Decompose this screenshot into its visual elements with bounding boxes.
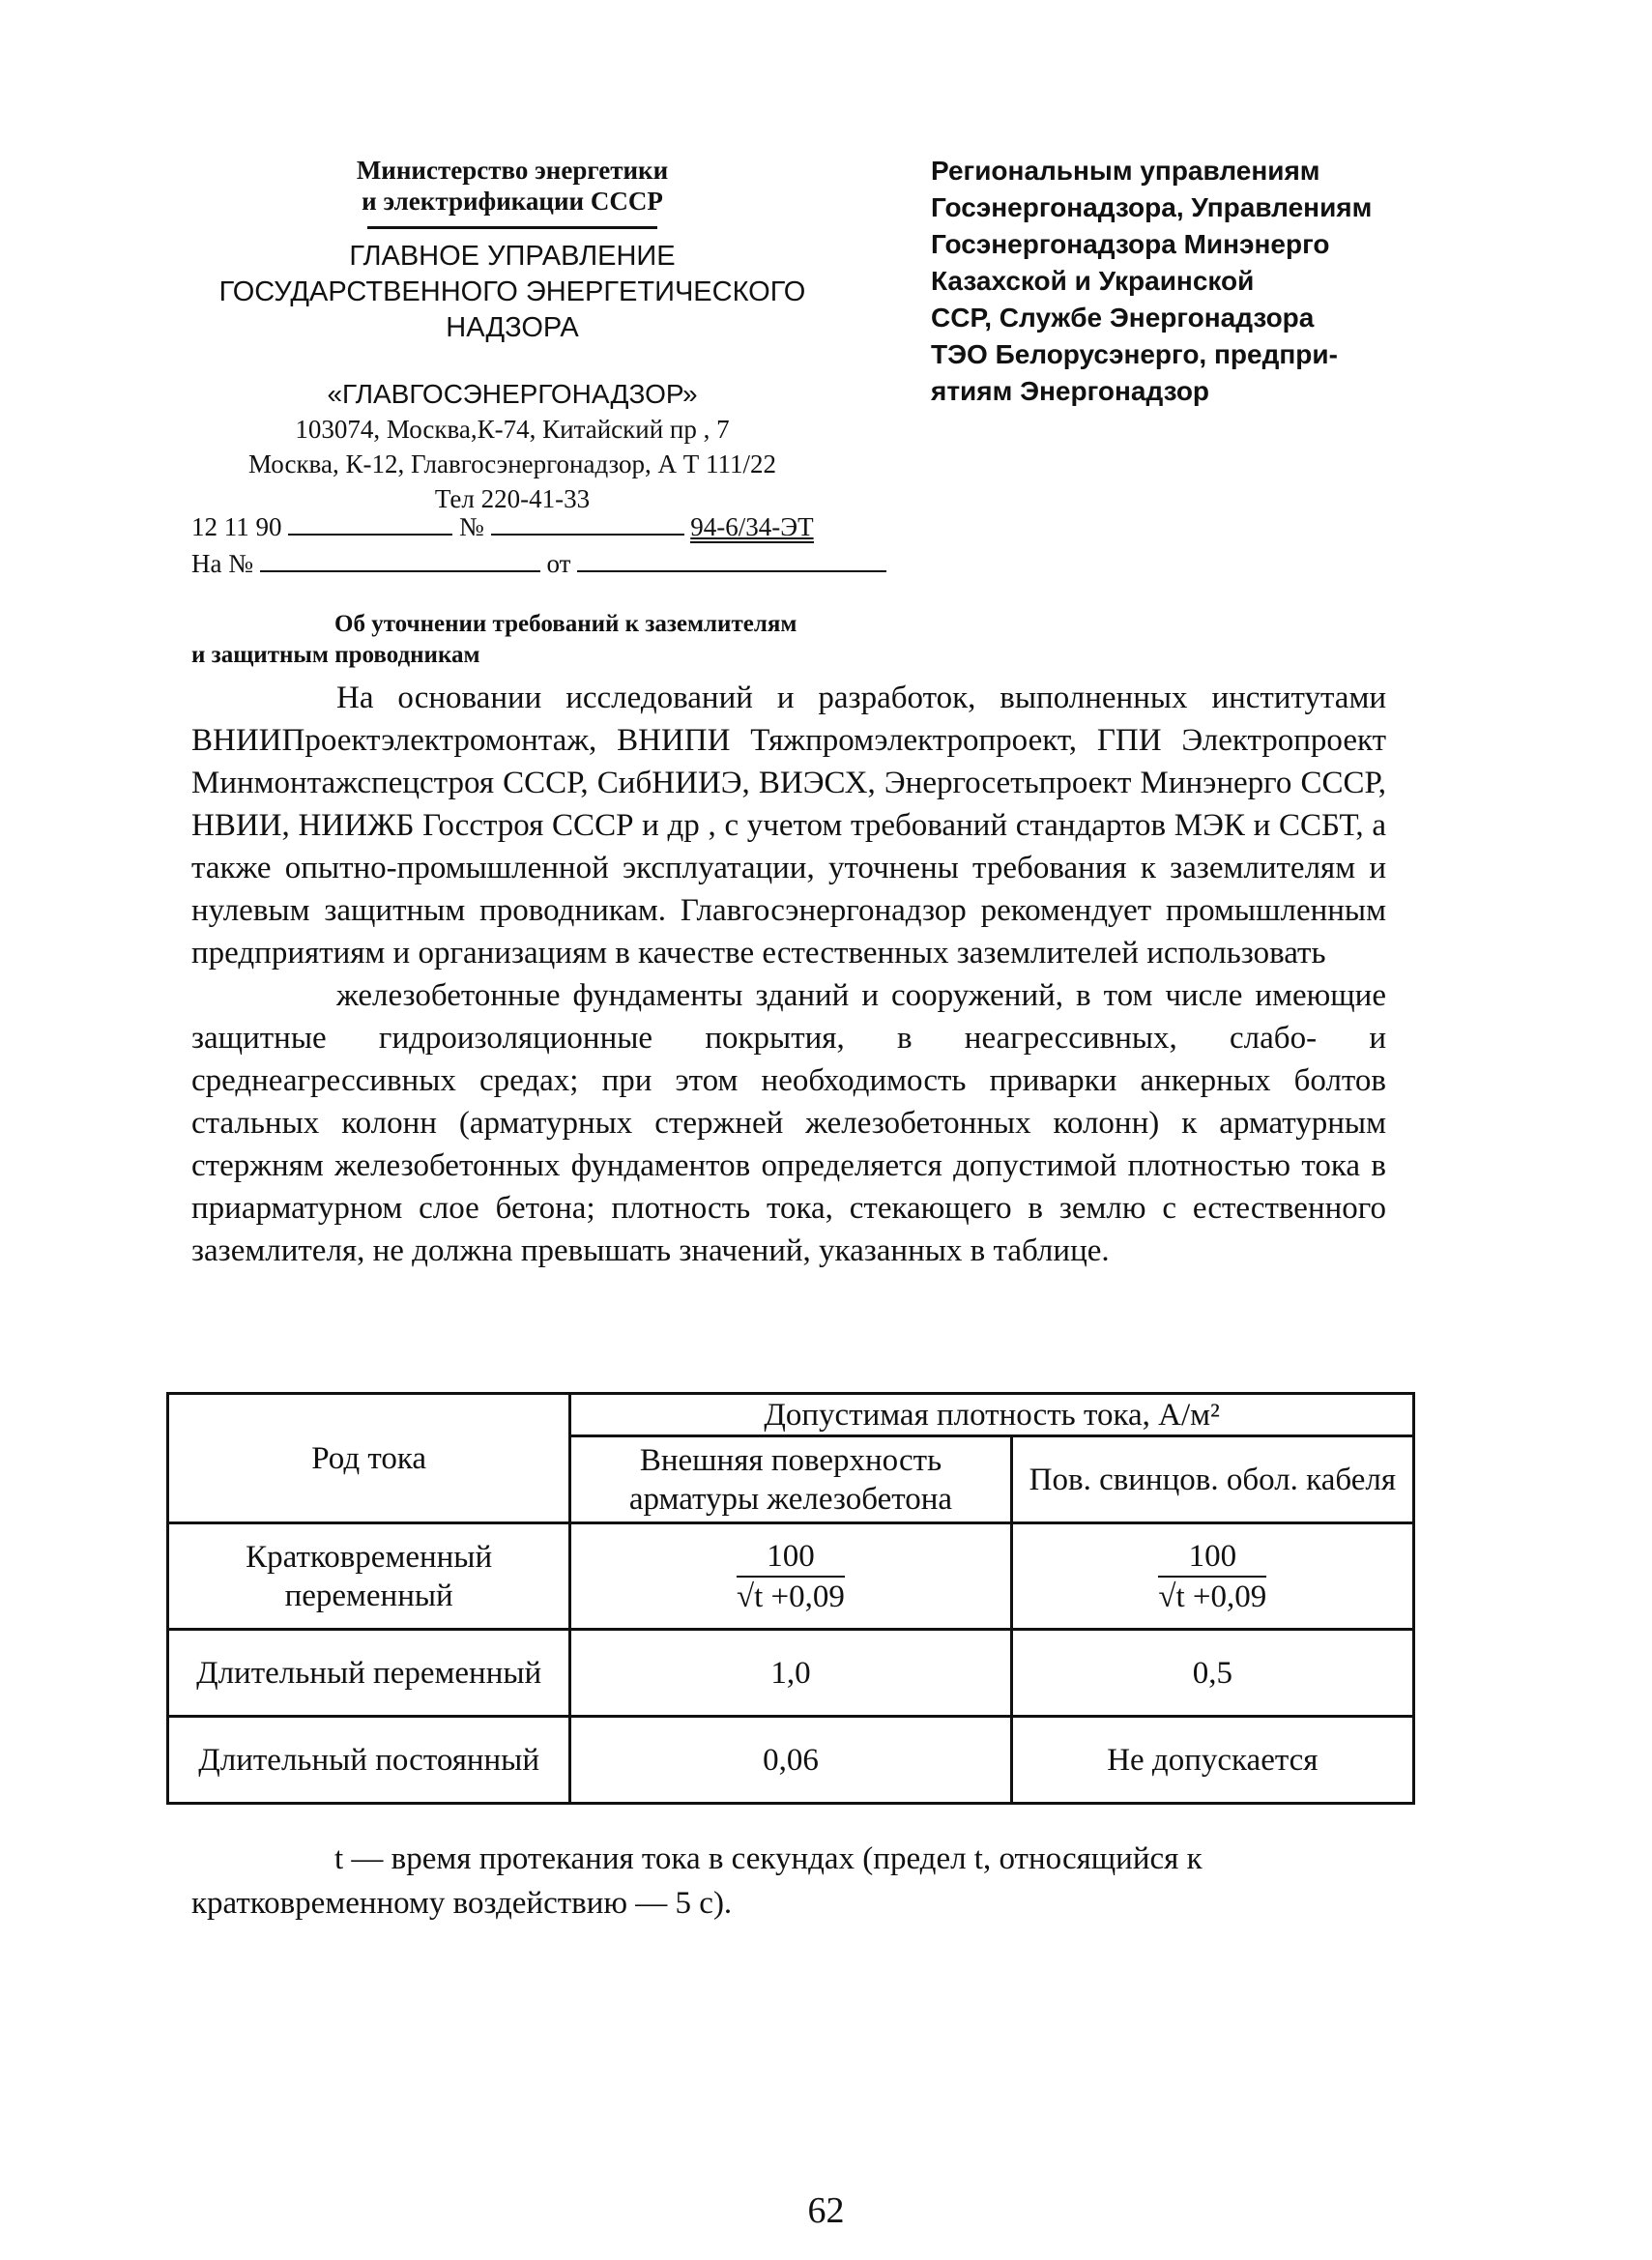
header-current-kind: Род тока bbox=[168, 1394, 570, 1523]
fraction bbox=[737, 1537, 845, 1616]
header-cable-sheath: Пов. свинцов. обол. кабеля bbox=[1011, 1436, 1413, 1523]
addressee-line: ятиям Энергонадзор bbox=[931, 376, 1210, 406]
fraction-denominator: √t +0,09 bbox=[737, 1579, 845, 1614]
registration-line bbox=[191, 512, 814, 543]
addressee-block bbox=[931, 153, 1434, 410]
department-line3: НАДЗОРА bbox=[446, 312, 579, 343]
footnote-line1: t — время протекания тока в секундах (предел t, относящийся к bbox=[334, 1841, 1203, 1876]
document-date: 12 11 90 bbox=[191, 512, 282, 541]
reference-blank bbox=[260, 549, 540, 572]
row-kind: Длительный переменный bbox=[168, 1630, 570, 1717]
from-label: от bbox=[546, 549, 571, 578]
ministry-name-line2: и электрификации СССР bbox=[362, 187, 663, 216]
row-value-col1: 0,06 bbox=[570, 1717, 1011, 1804]
row-value-col1: 1,0 bbox=[570, 1630, 1011, 1717]
addressee-line: Госэнергонадзора, Управлениям bbox=[931, 192, 1373, 222]
header-rebar-surface: Внешняя поверхность арматуры железобетона bbox=[570, 1436, 1011, 1523]
letterhead bbox=[164, 155, 860, 516]
addressee-line: ТЭО Белорусэнерго, предпри- bbox=[931, 339, 1338, 369]
row-value-col2 bbox=[1011, 1523, 1413, 1630]
row-value-col1 bbox=[570, 1523, 1011, 1630]
footnote bbox=[191, 1837, 1386, 1926]
department-line2: ГОСУДАРСТВЕННОГО ЭНЕРГЕТИЧЕСКОГО bbox=[218, 276, 806, 307]
subject-line1: Об уточнении требований к заземлителям bbox=[334, 611, 797, 637]
letter-body bbox=[191, 677, 1386, 1272]
table-row bbox=[168, 1523, 1414, 1630]
footnote-line2: кратковременному воздействию — 5 с). bbox=[191, 1886, 733, 1921]
header-density: Допустимая плотность тока, А/м² bbox=[570, 1394, 1414, 1436]
body-paragraph-2: железобетонные фундаменты зданий и сооружений, в том числе имеющие защитные гидроизоляционные покрытия, в неагрессивных, слабо- и среднеагрессивных средах; при этом необходимость приварки анкерных болтов стальных колонн (арматурных стержней железобетонных колонн) к арматурным стержням железобетонных фундаментов определяется допустимой плотностью тока в приарматурном слое бетона; плотность тока, стекающего в землю с естественного заземлителя, не должна превышать значений, указанных в таблице. bbox=[191, 978, 1386, 1268]
from-blank bbox=[577, 549, 886, 572]
fraction bbox=[1158, 1537, 1266, 1616]
number-label: № bbox=[459, 512, 484, 541]
fraction-numerator: 100 bbox=[737, 1537, 845, 1578]
row-value-col2: Не допускается bbox=[1011, 1717, 1413, 1804]
department-line1: ГЛАВНОЕ УПРАВЛЕНИЕ bbox=[349, 241, 676, 272]
ministry-name-line1: Министерство энергетики bbox=[356, 156, 669, 185]
body-paragraph-1: На основании исследований и разработок, выполненных институтами ВНИИПроектэлектромонтаж, ВНИПИ Тяжпромэлектропроект, ГПИ Электропроект Минмонтажспецстроя СССР, СибНИИЭ, ВИЭСХ, Энергосетьпроект Минэнерго СССР, НВИИ, НИИЖБ Госстроя СССР и др , с учетом требований стандартов МЭК и ССБТ, а также опытно-промышленной эксплуатации, уточнены требования к заземлителям и нулевым защитным проводникам. Главгосэнергонадзор рекомендует промышленным предприятиям и организациям в качестве естественных заземлителей использовать bbox=[191, 681, 1386, 971]
document-number: 94-6/34-ЭТ bbox=[690, 512, 814, 541]
subject bbox=[191, 609, 907, 671]
addressee-line: Казахской и Украинской bbox=[931, 266, 1255, 296]
row-kind: Длительный постоянный bbox=[168, 1717, 570, 1804]
table-row bbox=[168, 1630, 1414, 1717]
date-blank bbox=[288, 512, 452, 536]
addressee-line: Региональным управлениям bbox=[931, 156, 1320, 186]
addressee-line: ССР, Службе Энергонадзора bbox=[931, 303, 1315, 333]
addressee-line: Госэнергонадзора Минэнерго bbox=[931, 229, 1330, 259]
subject-line2: и защитным проводникам bbox=[191, 642, 480, 668]
address-line2: Москва, К-12, Главгосэнергонадзор, А Т 111/22 bbox=[247, 449, 777, 478]
organization-short-name: «ГЛАВГОСЭНЕРГОНАДЗОР» bbox=[327, 379, 698, 409]
phone-line: Тел 220-41-33 bbox=[434, 484, 591, 513]
table-row bbox=[168, 1717, 1414, 1804]
row-value-col2: 0,5 bbox=[1011, 1630, 1413, 1717]
number-blank bbox=[491, 512, 684, 536]
page-number: 62 bbox=[807, 2190, 845, 2231]
current-density-table bbox=[166, 1392, 1415, 1805]
address-line1: 103074, Москва,К-74, Китайский пр , 7 bbox=[295, 415, 730, 444]
reference-label: На № bbox=[191, 549, 253, 578]
fraction-numerator: 100 bbox=[1158, 1537, 1266, 1578]
letterhead-divider bbox=[367, 226, 657, 229]
reference-line bbox=[191, 549, 886, 578]
row-kind: Кратковременный переменный bbox=[168, 1523, 570, 1630]
fraction-denominator: √t +0,09 bbox=[1158, 1579, 1267, 1614]
